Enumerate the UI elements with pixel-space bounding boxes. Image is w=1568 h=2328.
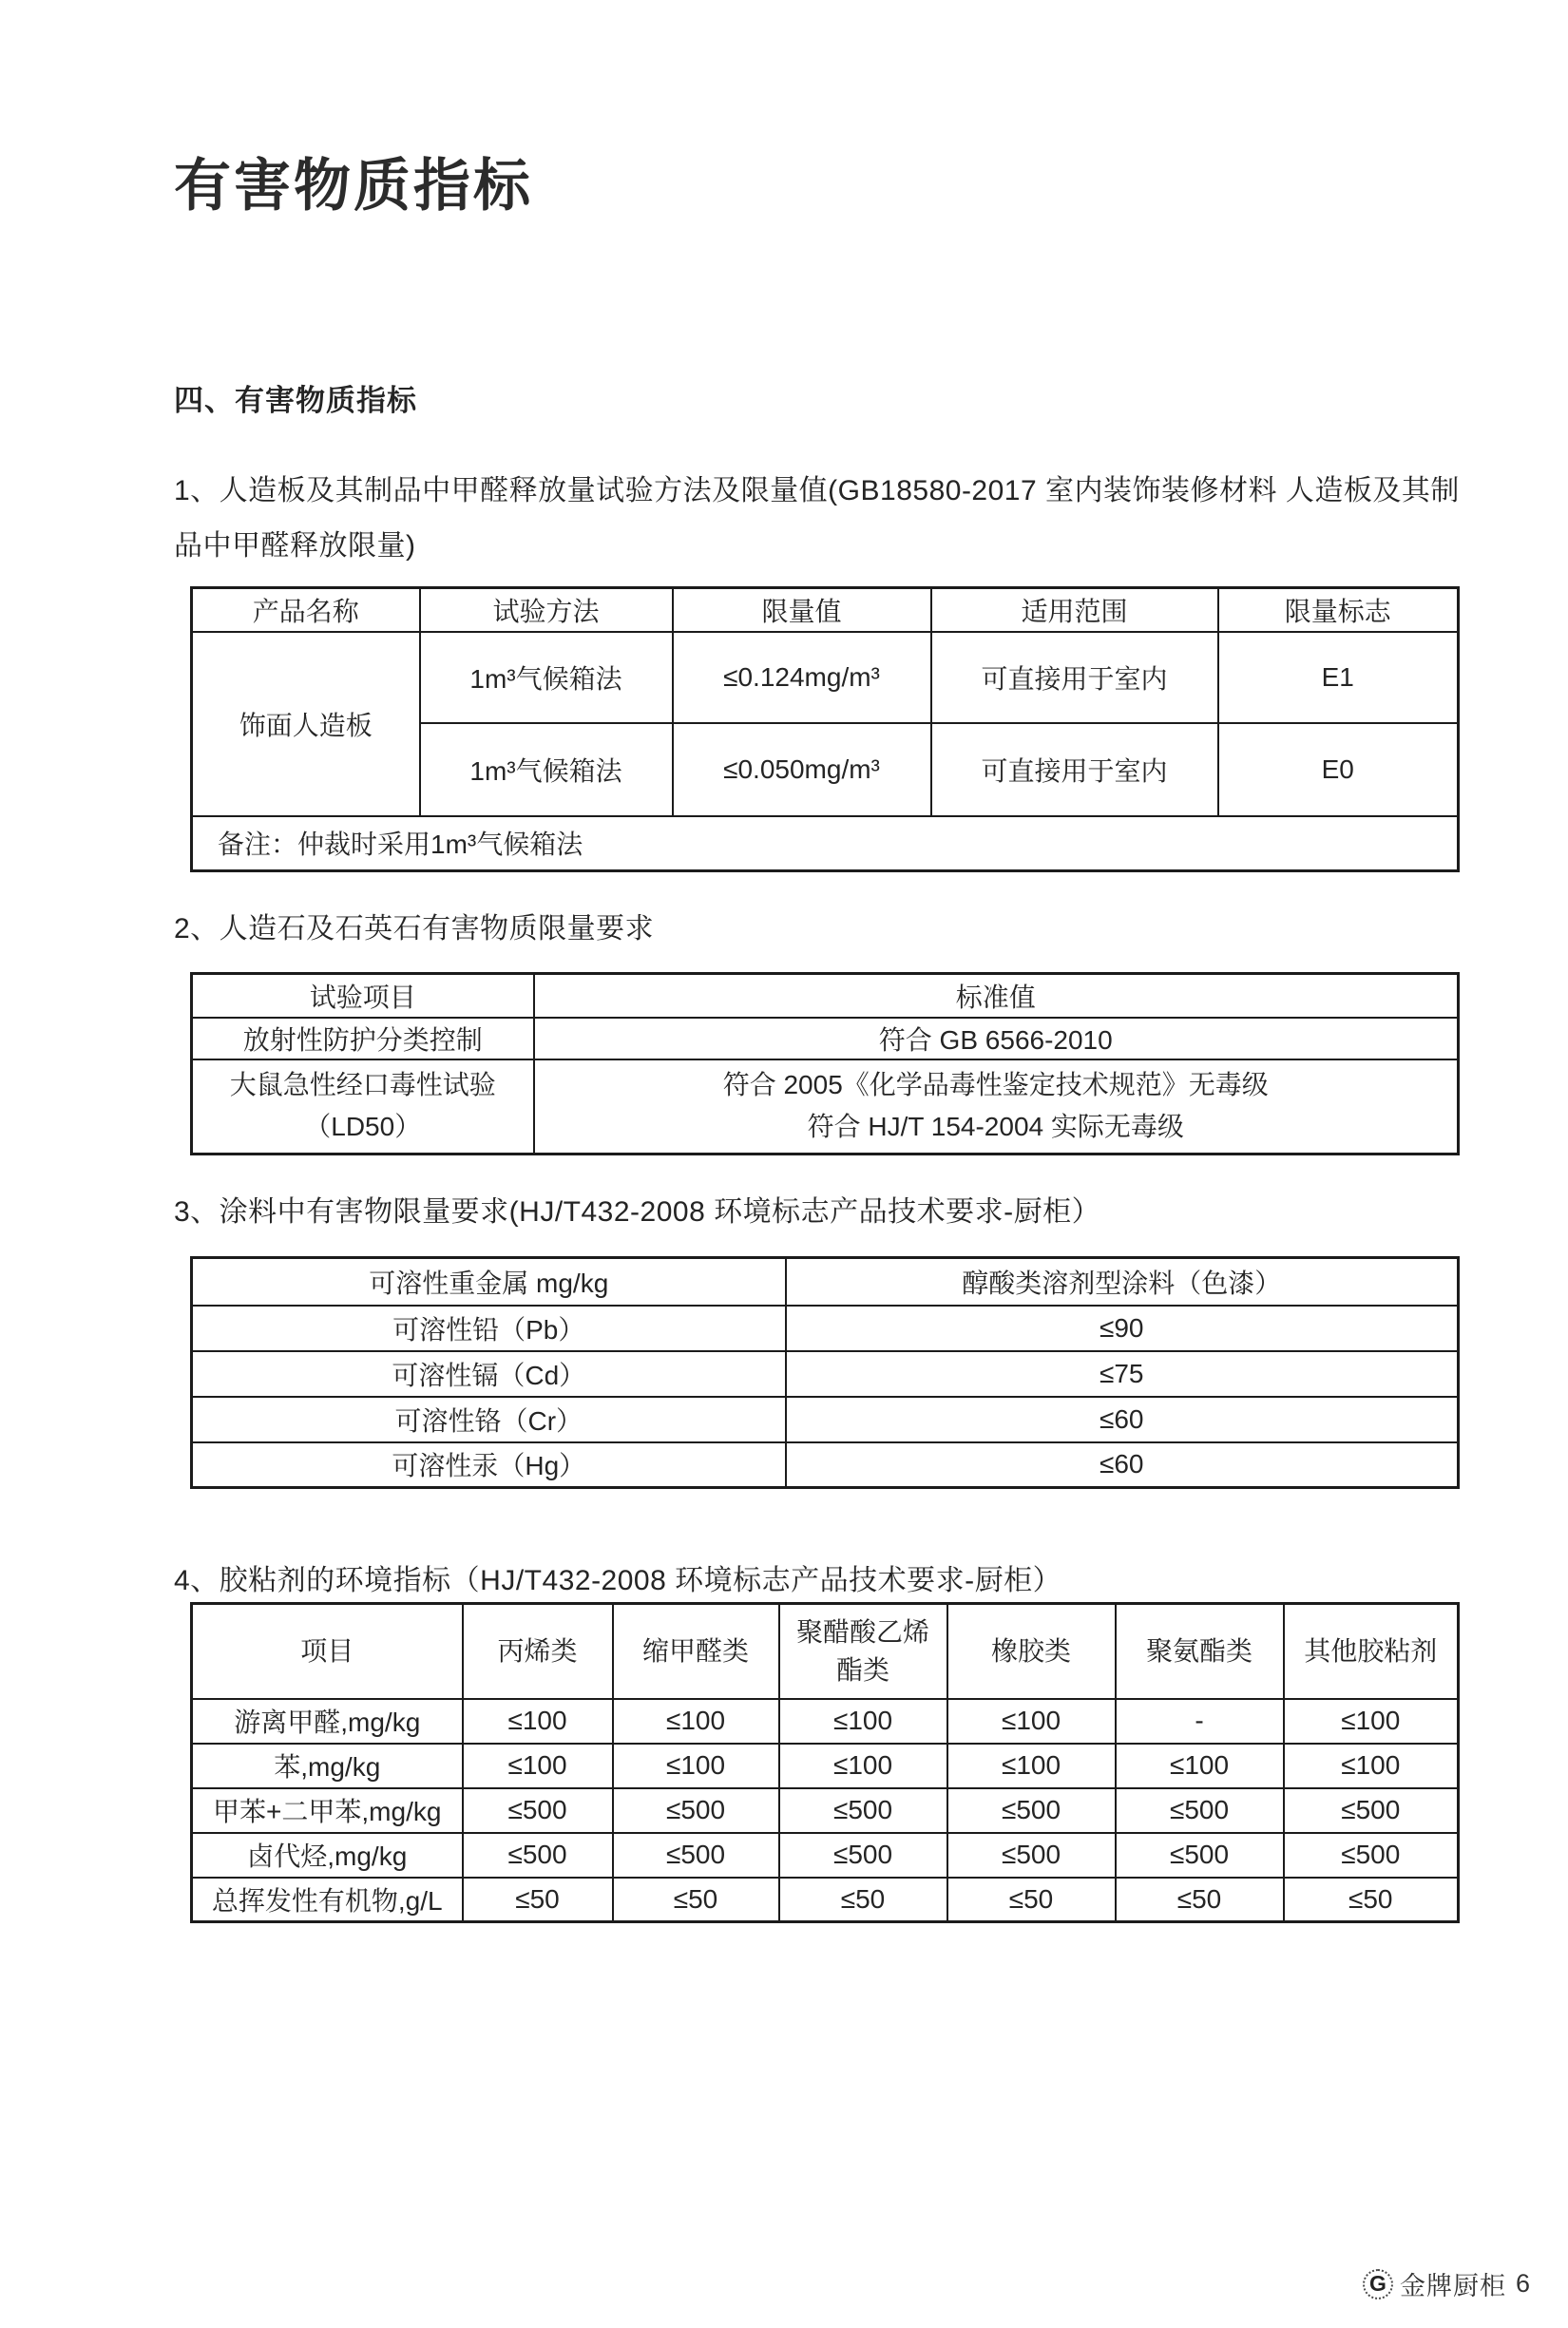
cell: 符合 GB 6566-2010 (534, 1018, 1459, 1059)
cell: ≤500 (463, 1788, 613, 1833)
row-label-cell: 游离甲醛,mg/kg (192, 1699, 463, 1744)
cell: ≤0.124mg/m³ (673, 632, 931, 723)
header-cell: 聚氨酯类 (1116, 1604, 1284, 1699)
brand-logo-letter: G (1369, 2271, 1386, 2296)
row-label-cell: 总挥发性有机物,g/L (192, 1878, 463, 1922)
cell: 1m³气候箱法 (420, 632, 673, 723)
table-row (192, 1878, 1459, 1922)
cell: ≤0.050mg/m³ (673, 723, 931, 816)
header-cell: 橡胶类 (947, 1604, 1116, 1699)
table-row (192, 1699, 1459, 1744)
table-row (192, 1306, 1459, 1351)
cell: ≤100 (463, 1699, 613, 1744)
cell: ≤100 (463, 1744, 613, 1788)
table-row (192, 1744, 1459, 1788)
header-cell: 试验方法 (420, 588, 673, 632)
header-cell: 产品名称 (192, 588, 420, 632)
section2-heading: 2、人造石及石英石有害物质限量要求 (174, 913, 655, 945)
cell: ≤100 (779, 1744, 947, 1788)
cell (534, 1059, 1459, 1154)
cell: ≤50 (1284, 1878, 1459, 1922)
cell: 可溶性铅（Pb） (192, 1306, 786, 1351)
header-cell: 限量值 (673, 588, 931, 632)
cell: ≤100 (947, 1699, 1116, 1744)
brand-name: 金牌厨柜 (1399, 2272, 1506, 2300)
cell: E0 (1218, 723, 1459, 816)
cell: ≤500 (463, 1833, 613, 1878)
header-cell: 适用范围 (931, 588, 1218, 632)
brand-logo-icon (1363, 2269, 1393, 2299)
cell: 可直接用于室内 (931, 723, 1218, 816)
note-cell: 备注：仲裁时采用1m³气候箱法 (192, 816, 1459, 871)
header-cell: 项目 (192, 1604, 463, 1699)
table-row (192, 1351, 1459, 1397)
cell: ≤500 (779, 1833, 947, 1878)
header-cell: 标准值 (534, 974, 1459, 1018)
cell: ≤50 (463, 1878, 613, 1922)
cell: ≤60 (786, 1397, 1459, 1442)
table-row (192, 1788, 1459, 1833)
cell: ≤100 (613, 1699, 779, 1744)
product-name-cell: 饰面人造板 (192, 632, 420, 816)
cell: ≤50 (947, 1878, 1116, 1922)
page-number: 6 (1515, 2269, 1530, 2298)
cell: ≤500 (613, 1833, 779, 1878)
table-row (192, 1442, 1459, 1488)
formaldehyde-limit-table (190, 586, 1460, 872)
cell: ≤500 (779, 1788, 947, 1833)
row-label-cell: 苯,mg/kg (192, 1744, 463, 1788)
section3-heading: 3、涂料中有害物限量要求(HJ/T432-2008 环境标志产品技术要求-厨柜） (174, 1196, 1101, 1228)
header-cell: 聚醋酸乙烯酯类 (779, 1604, 947, 1699)
cell: ≤500 (1116, 1788, 1284, 1833)
cell: ≤100 (1116, 1744, 1284, 1788)
header-cell: 其他胶粘剂 (1284, 1604, 1459, 1699)
cell: ≤100 (613, 1744, 779, 1788)
header-cell: 可溶性重金属 mg/kg (192, 1258, 786, 1306)
cell: 可溶性铬（Cr） (192, 1397, 786, 1442)
header-cell: 限量标志 (1218, 588, 1459, 632)
cell: ≤90 (786, 1306, 1459, 1351)
table-header-row (192, 588, 1459, 632)
table-header-row (192, 1604, 1459, 1699)
cell: ≤50 (1116, 1878, 1284, 1922)
coating-limit-table (190, 1256, 1460, 1489)
section1-heading: 1、人造板及其制品中甲醛释放量试验方法及限量值(GB18580-2017 室内装饰装修材料 人造板及其制品中甲醛释放限量) (174, 475, 1460, 562)
page-footer (1363, 2265, 1530, 2302)
row-label-cell: 甲苯+二甲苯,mg/kg (192, 1788, 463, 1833)
stone-limit-table (190, 972, 1460, 1155)
cell: ≤60 (786, 1442, 1459, 1488)
cell: 可溶性镉（Cd） (192, 1351, 786, 1397)
table-header-row (192, 974, 1459, 1018)
cell: ≤500 (613, 1788, 779, 1833)
table-note-row (192, 816, 1459, 871)
cell: ≤500 (1284, 1788, 1459, 1833)
cell: E1 (1218, 632, 1459, 723)
table-row (192, 1833, 1459, 1878)
cell: ≤50 (779, 1878, 947, 1922)
cell: 可溶性汞（Hg） (192, 1442, 786, 1488)
table-header-row (192, 1258, 1459, 1306)
table-row (192, 1397, 1459, 1442)
section4-heading: 4、胶粘剂的环境指标（HJ/T432-2008 环境标志产品技术要求-厨柜） (174, 1565, 1062, 1596)
cell: ≤500 (947, 1788, 1116, 1833)
cell: ≤500 (947, 1833, 1116, 1878)
table-row (192, 1018, 1459, 1059)
adhesive-limit-table (190, 1602, 1460, 1923)
cell: 可直接用于室内 (931, 632, 1218, 723)
cell-line: 符合 2005《化学品毒性鉴定技术规范》无毒级 (722, 1070, 1269, 1100)
header-cell: 丙烯类 (463, 1604, 613, 1699)
cell (192, 1059, 534, 1154)
cell: - (1116, 1699, 1284, 1744)
row-label-cell: 卤代烃,mg/kg (192, 1833, 463, 1878)
cell: ≤100 (1284, 1699, 1459, 1744)
page-title: 有害物质指标 (174, 154, 533, 218)
cell-line: （LD50） (304, 1112, 422, 1142)
table-row (192, 632, 1459, 723)
cell: 1m³气候箱法 (420, 723, 673, 816)
header-cell: 醇酸类溶剂型涂料（色漆） (786, 1258, 1459, 1306)
cell: ≤500 (1116, 1833, 1284, 1878)
cell: ≤500 (1284, 1833, 1459, 1878)
cell: 放射性防护分类控制 (192, 1018, 534, 1059)
cell: ≤100 (1284, 1744, 1459, 1788)
header-cell: 缩甲醛类 (613, 1604, 779, 1699)
main-section-heading: 四、有害物质指标 (174, 384, 417, 417)
cell: ≤75 (786, 1351, 1459, 1397)
cell-line: 大鼠急性经口毒性试验 (229, 1070, 496, 1100)
table-row (192, 1059, 1459, 1154)
header-cell: 试验项目 (192, 974, 534, 1018)
cell-line: 符合 HJ/T 154-2004 实际无毒级 (807, 1112, 1184, 1142)
cell: ≤50 (613, 1878, 779, 1922)
cell: ≤100 (779, 1699, 947, 1744)
cell: ≤100 (947, 1744, 1116, 1788)
